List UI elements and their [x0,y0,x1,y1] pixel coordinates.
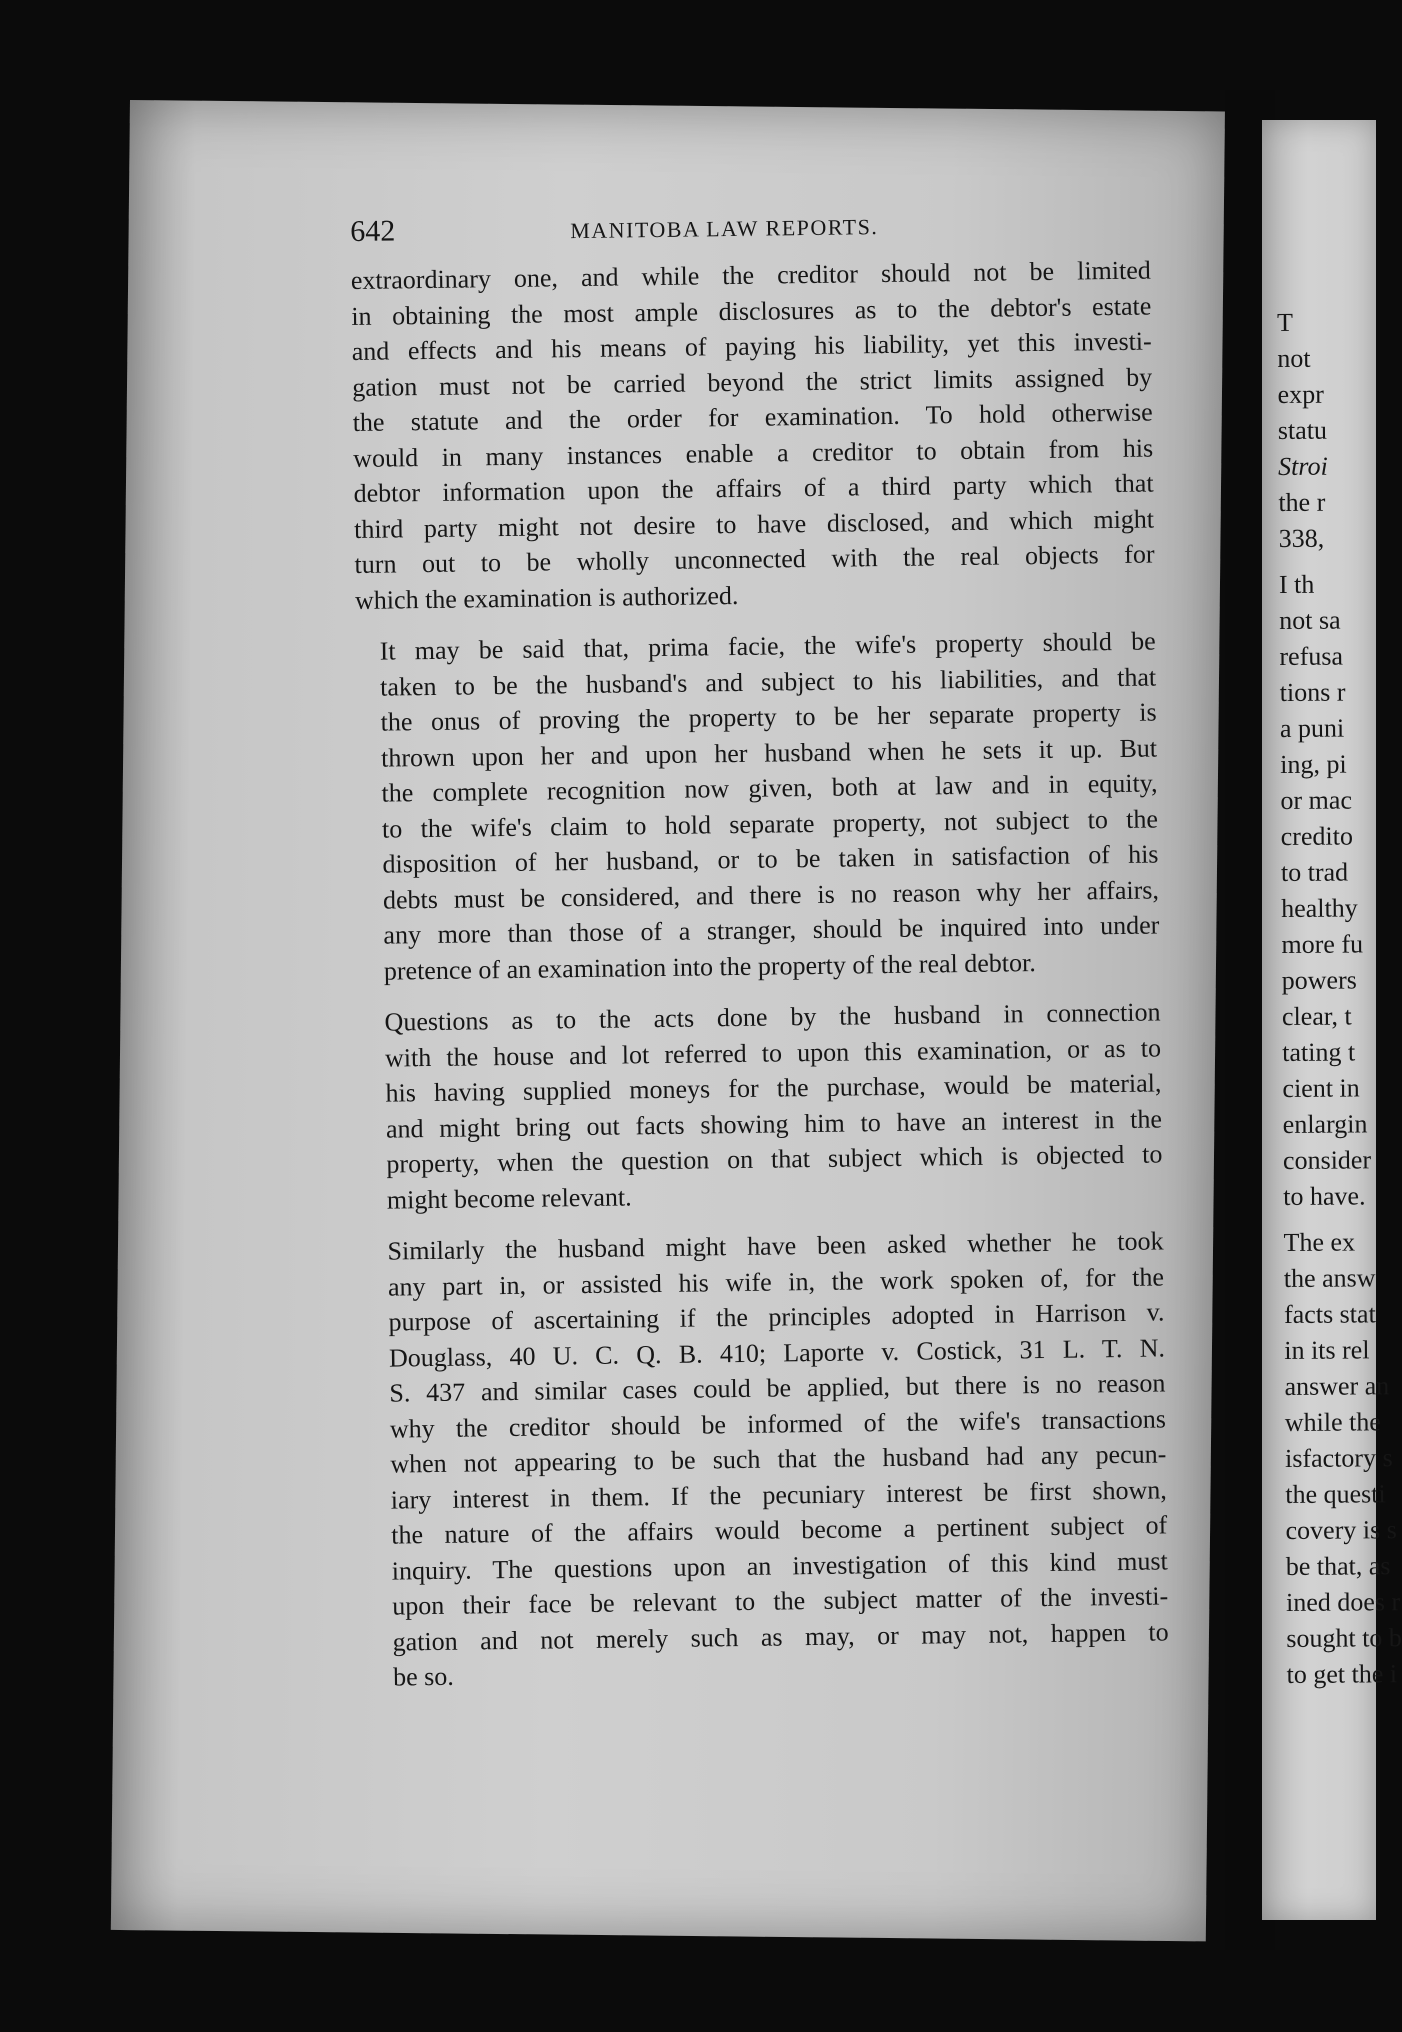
text-line: property, when the question on that subject which is objected to [386,1139,1163,1179]
text-line: iary interest in them. If the pecuniary interest be first shown, [390,1474,1167,1515]
right-page-line: Stroi [1278,451,1328,481]
text-line: thrown upon her and upon her husband when he sets it up. But [380,732,1158,773]
text-line: It may be said that, prima facie, the wife's property should be [379,626,1156,666]
right-page-line: sought to b [1286,1623,1402,1653]
text-line: upon their face be relevant to the subject matter of the investi- [392,1581,1169,1621]
left-page [350,205,1170,1712]
text-line: and might bring out facts showing him to have an interest in the [385,1103,1163,1144]
text-line: be so. [392,1661,454,1692]
text-line: inquiry. The questions upon an investigation of this kind must [391,1545,1168,1586]
right-page-line: expr [1277,379,1324,409]
right-page-line: the answ [1283,1263,1376,1293]
right-page-line: clear, t [1281,1001,1352,1031]
text-line: taken to be the husband's and subject to his liabilities, and that [379,661,1157,702]
right-page-line: credito [1280,821,1353,851]
right-page-line: ing, pi [1280,749,1347,779]
text-line: any part in, or assisted his wife in, the work spoken of, for the [387,1261,1165,1302]
right-page-line: tating t [1282,1037,1356,1067]
right-page-line: the questi [1285,1479,1386,1509]
right-page-line: covery is s [1285,1515,1397,1545]
text-line: third party might not desire to have disclosed, and which might [353,504,1155,544]
text-line: purpose of ascertaining if the principles adopted in Harrison v. [388,1297,1165,1337]
right-page-line: ined does r [1285,1587,1401,1617]
text-line: the complete recognition now given, both at law and in equity, [381,768,1158,808]
text-line: any more than those of a stranger, should be inquired into under [383,910,1160,950]
text-line: gation and not merely such as may, or may not, happen to [392,1616,1169,1657]
right-page-line: isfactory s [1284,1443,1393,1473]
right-page-line: while the [1284,1407,1381,1437]
text-line: might become relevant. [386,1181,632,1215]
right-page-line: the r [1278,487,1326,517]
text-line: which the examination is authorized. [354,580,739,615]
right-page-line: healthy [1281,893,1358,923]
right-page-line: I th [1278,569,1315,599]
right-page-line: be that, as [1285,1551,1391,1581]
text-line: Questions as to the acts done by the husband in connection [384,997,1161,1037]
text-line: debtor information upon the affairs of a third party which that [353,468,1154,508]
right-page-line: enlargin [1282,1109,1368,1139]
paragraph [351,253,1156,618]
right-page-line: refusa [1279,641,1344,671]
text-line: turn out to be wholly unconnected with the real objects for [354,539,1155,579]
right-page-line: cient in [1282,1073,1360,1103]
right-page-line: facts stat [1283,1299,1376,1329]
right-page-line: tions r [1279,677,1346,707]
text-line: Douglass, 40 U. C. Q. B. 410; Laporte v. Costick, 31 L. T. N. [388,1332,1166,1373]
text-line: gation must not be carried beyond the strict limits assigned by [352,362,1153,402]
running-head: MANITOBA LAW REPORTS. [570,214,879,244]
right-page-line: 338, [1278,523,1325,553]
right-page-line: The ex [1283,1227,1356,1257]
right-page-fragment [1277,304,1402,1693]
text-line: the onus of proving the property to be her separate property is [380,697,1157,737]
text-line: debts must be considered, and there is no reason why her affairs, [382,874,1160,915]
right-page-line: to get the i [1286,1659,1398,1689]
text-line: extraordinary one, and while the creditor should not be limited [350,255,1151,295]
text-line: Similarly the husband might have been asked whether he took [387,1226,1164,1266]
text-line: with the house and lot referred to upon this examination, or as to [384,1032,1162,1073]
right-page-line: statu [1277,415,1328,445]
right-page-line: to trad [1280,857,1349,887]
page-number: 642 [350,214,396,248]
text-line: in obtaining the most ample disclosures as to the debtor's estate [351,291,1152,331]
text-line: S. 437 and similar cases could be applied, but there is no reason [389,1368,1166,1408]
right-page-line: or mac [1280,785,1353,815]
text-line: the nature of the affairs would become a pertinent subject of [391,1510,1168,1550]
text-line: when not appearing to be such that the husband had any pecun- [390,1439,1167,1479]
text-line: the statute and the order for examination. To hold otherwise [352,397,1153,437]
right-page-line: answer an [1284,1371,1390,1401]
text-line: disposition of her husband, or to be taken in satisfaction of his [382,839,1159,879]
right-page-line: a puni [1279,713,1345,743]
text-line: why the creditor should be informed of the wife's transactions [389,1403,1167,1444]
right-page-line: not [1277,343,1311,373]
paragraph [360,994,1163,1217]
right-page-line: more fu [1281,929,1364,959]
right-page-line: in its rel [1284,1335,1370,1365]
text-line: to the wife's claim to hold separate property, not subject to the [381,803,1159,844]
right-page-line: consider [1282,1145,1372,1175]
text-line: and effects and his means of paying his liability, yet this investi- [351,326,1152,366]
paragraph [363,1223,1169,1695]
body-text [351,253,1170,1696]
text-line: pretence of an examination into the property of the real debtor. [383,947,1036,986]
right-page-line: T [1277,307,1294,337]
paragraph [355,623,1160,988]
text-line: his having supplied moneys for the purchase, would be material, [385,1068,1162,1108]
right-page-line: not sa [1279,605,1341,635]
text-line: would in many instances enable a creditor to obtain from his [352,433,1154,473]
right-page-line: to have. [1283,1181,1366,1211]
right-page-line: powers [1281,965,1357,995]
